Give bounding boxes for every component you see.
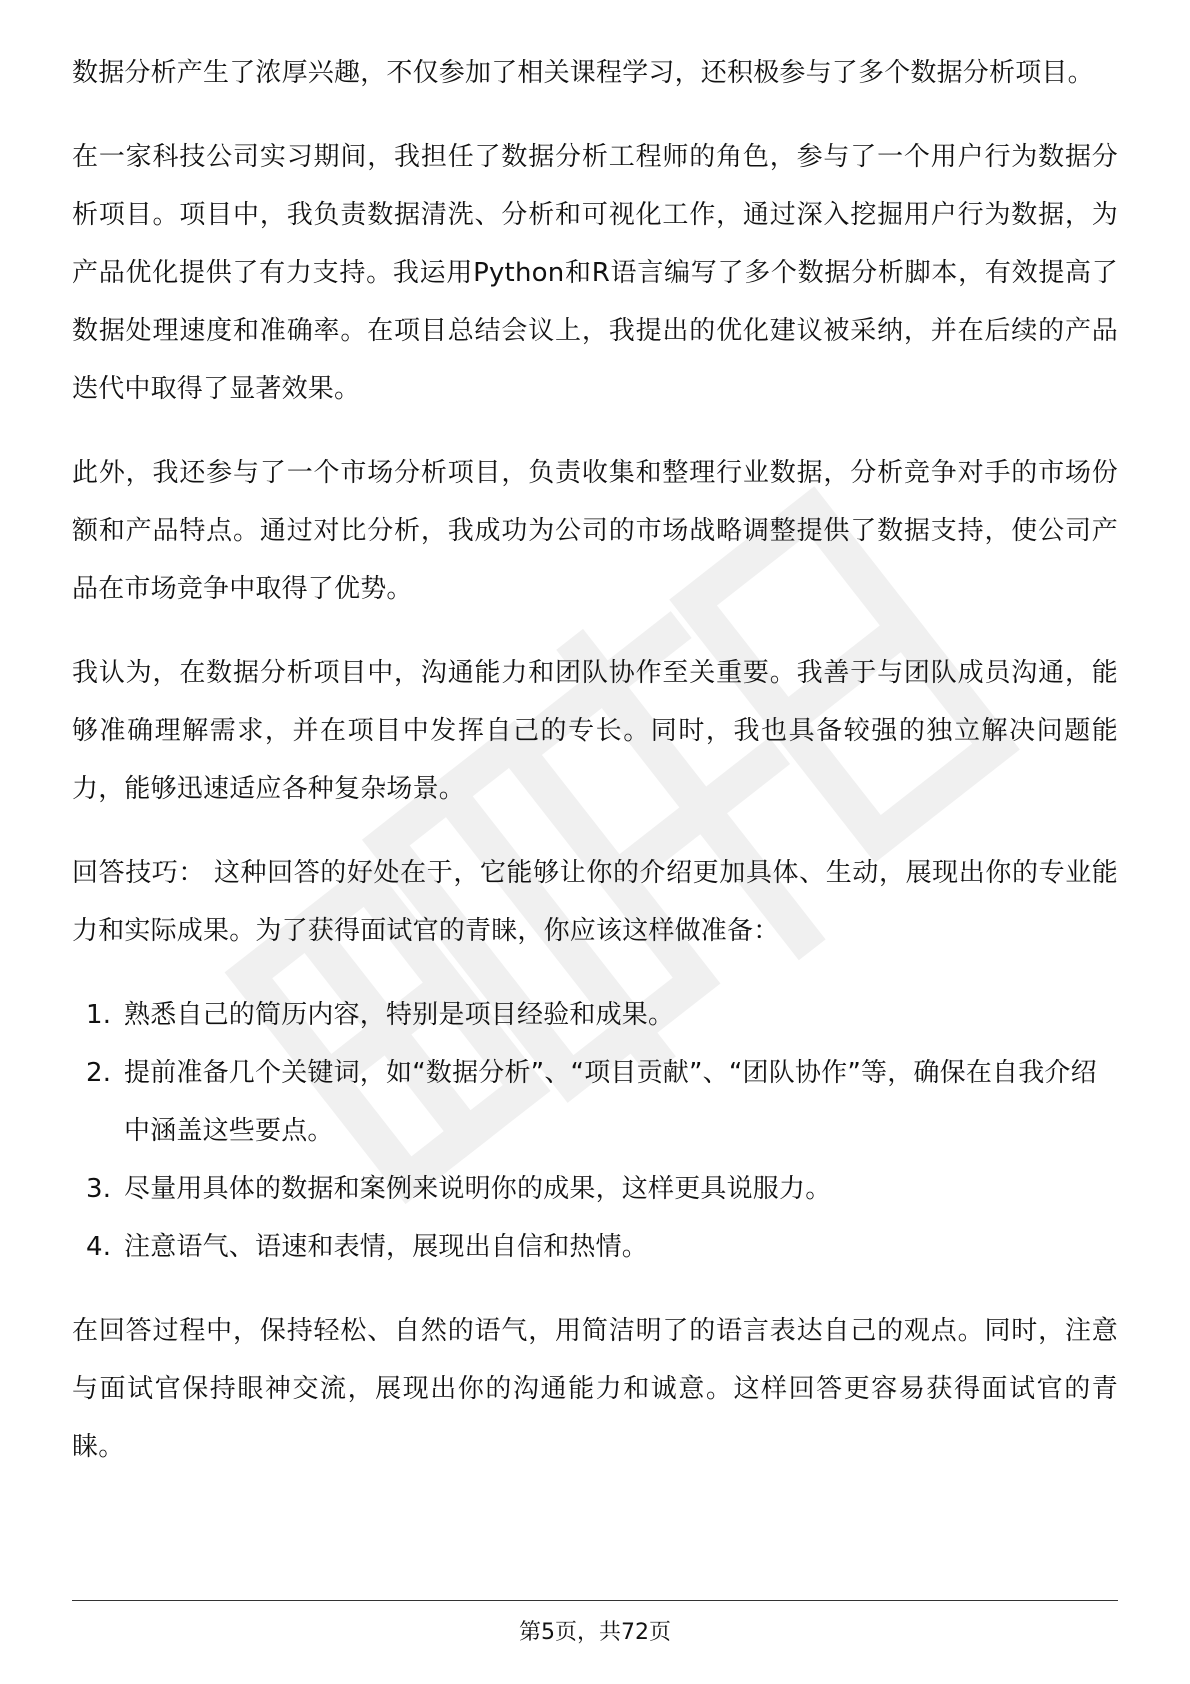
list-item-text: 熟悉自己的简历内容，特别是项目经验和成果。 (124, 1000, 675, 1030)
paragraph-teamwork: 我认为，在数据分析项目中，沟通能力和团队协作至关重要。我善于与团队成员沟通，能够准确理解需求，并在项目中发挥自己的专长。同时，我也具备较强的独立解决问题能力，能够迅速适应各种复杂场景。 (72, 658, 1118, 804)
list-item (72, 1218, 1118, 1276)
list-item-number: 4. (86, 1232, 112, 1262)
list-item-text: 提前准备几个关键词，如“数据分析”、“项目贡献”、“团队协作”等，确保在自我介绍中涵盖这些要点。 (124, 1058, 1097, 1146)
list-item-number: 1. (86, 1000, 112, 1030)
list-item (72, 986, 1118, 1044)
page-number: 第5页，共72页 (519, 1620, 671, 1645)
footer-divider (72, 1600, 1118, 1601)
list-item-text: 尽量用具体的数据和案例来说明你的成果，这样更具说服力。 (124, 1174, 832, 1204)
list-item (72, 1160, 1118, 1218)
tips-list (72, 986, 1118, 1276)
list-item-text: 注意语气、语速和表情，展现出自信和热情。 (124, 1232, 649, 1262)
list-item-number: 2. (86, 1058, 112, 1088)
paragraph-intro-continued: 数据分析产生了浓厚兴趣，不仅参加了相关课程学习，还积极参与了多个数据分析项目。 (72, 58, 1094, 88)
document-body (72, 44, 1118, 1502)
paragraph-market-analysis: 此外，我还参与了一个市场分析项目，负责收集和整理行业数据，分析竞争对手的市场份额和产品特点。通过对比分析，我成功为公司的市场战略调整提供了数据支持，使公司产品在市场竞争中取得了优势。 (72, 458, 1118, 604)
paragraph-internship-experience: 在一家科技公司实习期间，我担任了数据分析工程师的角色，参与了一个用户行为数据分析项目。项目中，我负责数据清洗、分析和可视化工作，通过深入挖掘用户行为数据，为产品优化提供了有力支持。我运用Python和R语言编写了多个数据分析脚本，有效提高了数据处理速度和准确率。在项目总结会议上，我提出的优化建议被采纳，并在后续的产品迭代中取得了显著效果。 (72, 142, 1118, 404)
list-item-number: 3. (86, 1174, 112, 1204)
paragraph-answer-tips: 回答技巧： 这种回答的好处在于，它能够让你的介绍更加具体、生动，展现出你的专业能力和实际成果。为了获得面试官的青睐，你应该这样做准备： (72, 858, 1118, 946)
paragraph-closing: 在回答过程中，保持轻松、自然的语气，用简洁明了的语言表达自己的观点。同时，注意与面试官保持眼神交流，展现出你的沟通能力和诚意。这样回答更容易获得面试官的青睐。 (72, 1316, 1118, 1462)
list-item (72, 1044, 1118, 1160)
